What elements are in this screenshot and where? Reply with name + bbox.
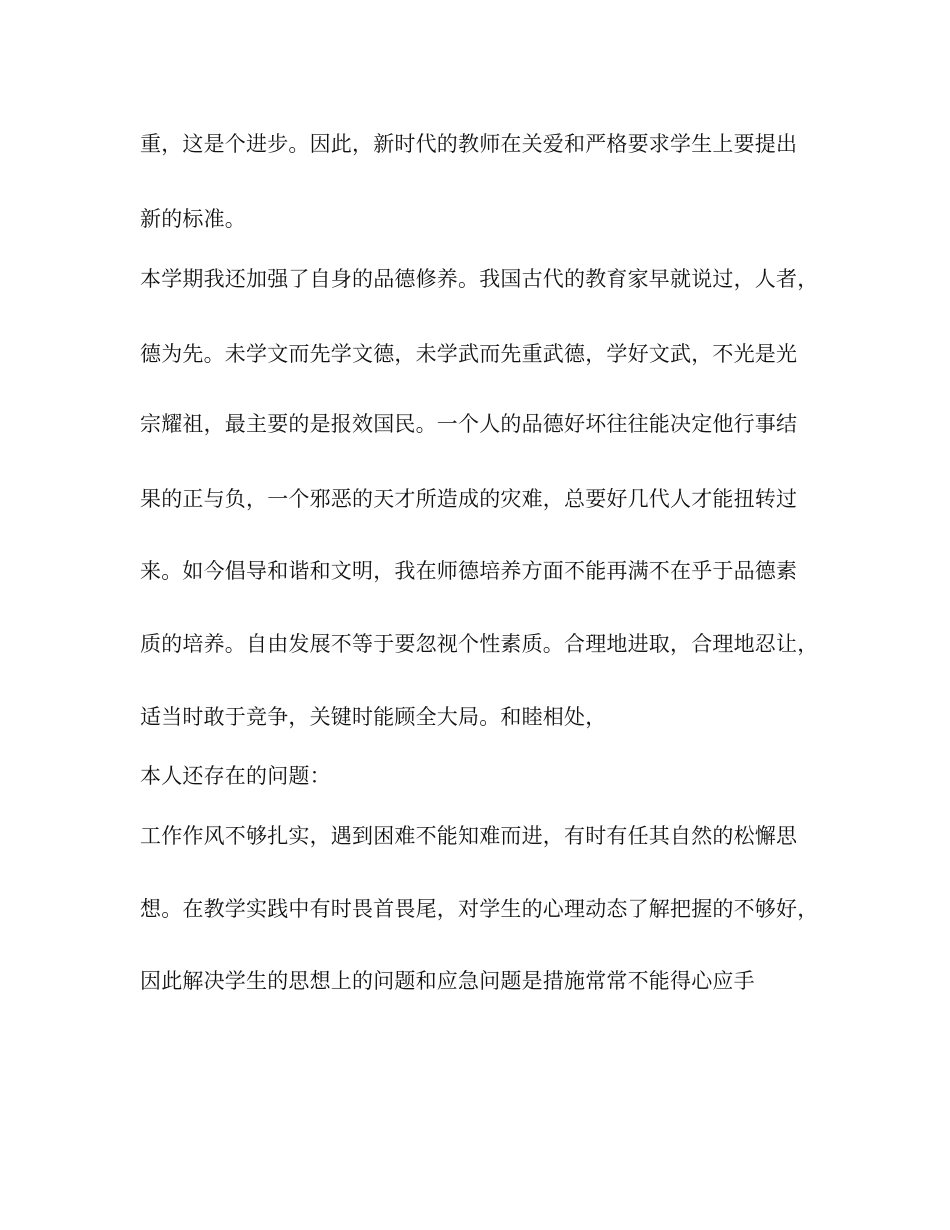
paragraph-start-line: 本学期我还加强了自身的品德修养。我国古代的教育家早就说过，人者，	[140, 267, 819, 291]
body-text-line: 想。在教学实践中有时畏首畏尾，对学生的心理动态了解把握的不够好，	[140, 897, 819, 921]
section-heading: 本人还存在的问题：	[140, 764, 331, 788]
body-text-line: 重，这是个进步。因此，新时代的教师在关爱和严格要求学生上要提出	[140, 132, 798, 156]
body-text-line: 新的标准。	[140, 207, 246, 231]
body-text-line: 来。如今倡导和谐和文明，我在师德培养方面不能再满不在乎于品德素	[140, 559, 798, 583]
body-text-line: 因此解决学生的思想上的问题和应急问题是措施常常不能得心应手	[140, 969, 755, 993]
body-text-line: 德为先。未学文而先学文德，未学武而先重武德，学好文武，不光是光	[140, 342, 798, 366]
paragraph-start-line: 工作作风不够扎实，遇到困难不能知难而进，有时有任其自然的松懈思	[140, 824, 798, 848]
body-text-line: 宗耀祖，最主要的是报效国民。一个人的品德好坏往往能决定他行事结	[140, 412, 798, 436]
body-text-line: 果的正与负，一个邪恶的天才所造成的灾难，总要好几代人才能扭转过	[140, 487, 798, 511]
body-text-line: 质的培养。自由发展不等于要忽视个性素质。合理地进取，合理地忍让，	[140, 632, 819, 656]
body-text-line: 适当时敢于竞争，关键时能顾全大局。和睦相处，	[140, 705, 607, 729]
